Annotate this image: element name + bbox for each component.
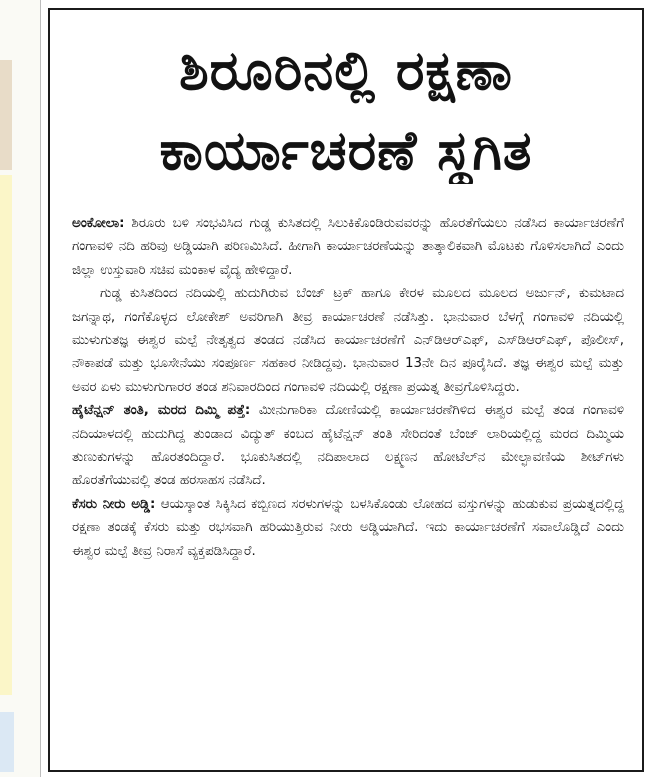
paragraph-1 [72,212,624,282]
headline-line-2: ಕಾರ್ಯಾಚರಣೆ ಸ್ಥಗಿತ [159,119,533,182]
paragraph-4 [72,493,624,563]
news-article [48,8,644,772]
paragraph-2-text: ಗುಡ್ಡ ಕುಸಿತದಿಂದ ನದಿಯಲ್ಲಿ ಹುದುಗಿರುವ ಬೆಂಜ್ ಟ್ರಕ್ ಹಾಗೂ ಕೇರಳ ಮೂಲದ ಮೂಲದ ಅರ್ಜುನ್, ಕುಮಟಾದ ಜಗನ್ನಾಥ, ಗಂಗೆಕೊಳ್ಳದ ಲೋಕೇಶ್ ಅವರಿಗಾಗಿ ತೀವ್ರ ಕಾರ್ಯಾಚರಣೆ ನಡೆಸಿತ್ತು. ಭಾನುವಾರ ಬೆಳಗ್ಗೆ ಗಂಗಾವಳಿ ನದಿಯಲ್ಲಿ ಮುಳುಗುತಜ್ಞ ಈಶ್ವರ ಮಲ್ಪೆ ನೇತೃತ್ವದ ತಂಡದ ನಡೆಸಿದ ಕಾರ್ಯಾಚರಣೆಗೆ ಎನ್‌ಡಿಆರ್‌ಎಫ್, ಎಸ್‌ಡಿಆರ್‌ಎಫ್, ಪೊಲೀಸ್, ನೌಕಾಪಡೆ ಮತ್ತು ಭೂಸೇನೆಯು ಸಂಪೂರ್ಣ ಸಹಕಾರ ನೀಡಿದ್ದವು. ಭಾನುವಾರ 13ನೇ ದಿನ ಪೂರೈಸಿದೆ. ತಜ್ಞ ಈಶ್ವರ ಮಲ್ಪೆ ಮತ್ತು ಅವರ ಏಳು ಮುಳುಗುಗಾರರ ತಂಡ ಶನಿವಾರದಿಂದ ಗಂಗಾವಳಿ ನದಿಯಲ್ಲಿ ರಕ್ಷಣಾ ಪ್ರಯತ್ನ ತೀವ್ರಗೊಳಿಸಿದ್ದರು. [72,286,624,395]
adjacent-highlight-edge [0,175,12,695]
column-rule [40,0,41,777]
adjacent-box-edge [0,712,14,772]
headline-line-1: ಶಿರೂರಿನಲ್ಲಿ ರಕ್ಷಣಾ [179,39,513,102]
paragraph-1-text: ಶಿರೂರು ಬಳಿ ಸಂಭವಿಸಿದ ಗುಡ್ಡ ಕುಸಿತದಲ್ಲಿ ಸಿಲುಕಿಕೊಂಡಿರುವವರನ್ನು ಹೊರತೆಗೆಯಲು ನಡೆಸಿದ ಕಾರ್ಯಾಚರಣೆಗೆ ಗಂಗಾವಳಿ ನದಿ ಹರಿವು ಅಡ್ಡಿಯಾಗಿ ಪರಿಣಮಿಸಿದೆ. ಹೀಗಾಗಿ ಕಾರ್ಯಾಚರಣೆಯನ್ನು ತಾತ್ಕಾಲಿಕವಾಗಿ ಮೊಟಕು ಗೊಳಿಸಲಾಗಿದೆ ಎಂದು ಜಿಲ್ಲಾ ಉಸ್ತುವಾರಿ ಸಚಿವ ಮಂಕಾಳ ವೈದ್ಯ ಹೇಳಿದ್ದಾರೆ. [72,216,624,278]
paragraph-3-subhead: ಹೈಟೆನ್ಷನ್ ತಂತಿ, ಮರದ ದಿಮ್ಮಿ ಪತ್ತೆ: [72,403,251,419]
paragraph-1-dateline: ಅಂಕೋಲಾ: [72,216,125,231]
paragraph-4-text: ಆಯಸ್ಕಾಂತ ಸಿಕ್ಕಿಸಿದ ಕಬ್ಬಿಣದ ಸರಳುಗಳನ್ನು ಬಳಸಿಕೊಂಡು ಲೋಹದ ವಸ್ತುಗಳನ್ನು ಹುಡುಕುವ ಪ್ರಯತ್ನದಲ್ಲಿದ್ದ ರಕ್ಷಣಾ ತಂಡಕ್ಕೆ ಕೆಸರು ಮತ್ತು ರಭಸವಾಗಿ ಹರಿಯುತ್ತಿರುವ ನೀರು ಅಡ್ಡಿಯಾಗಿದೆ. ಇದು ಕಾರ್ಯಾಚರಣೆಗೆ ಸವಾಲೊಡ್ಡಿದೆ ಎಂದು ಈಶ್ವರ ಮಲ್ಪೆ ತೀವ್ರ ನಿರಾಸೆ ವ್ಯಕ್ತಪಡಿಸಿದ್ದಾರೆ. [72,496,624,559]
adjacent-column-strip [0,0,40,777]
paragraph-2 [72,282,624,399]
paragraph-4-subhead: ಕೆಸರು ನೀರು ಅಡ್ಡಿ: [72,496,156,512]
paragraph-3 [72,399,624,493]
adjacent-photo-edge [0,60,12,170]
paragraph-3-text: ಮೀನುಗಾರಿಕಾ ದೋಣಿಯಲ್ಲಿ ಕಾರ್ಯಾಚರಣೆಗಿಳಿದ ಈಶ್ವರ ಮಲ್ಪೆ ತಂಡ ಗಂಗಾವಳಿ ನದಿಯಾಳದಲ್ಲಿ ಹುದುಗಿದ್ದ ತುಂಡಾದ ವಿದ್ಯುತ್ ಕಂಬದ ಹೈಟೆನ್ಷನ್ ತಂತಿ ಸೇರಿದಂತೆ ಬೆಂಜ್ ಲಾರಿಯಲ್ಲಿದ್ದ ಮರದ ದಿಮ್ಮಿಯ ತುಣುಕುಗಳನ್ನು ಹೊರತಂದಿದ್ದಾರೆ. ಭೂಕುಸಿತದಲ್ಲಿ ನದಿಪಾಲಾದ ಲಕ್ಷ್ಮಣನ ಹೋಟೆಲ್‌ನ ಮೇಲ್ಛಾವಣಿಯ ಶೀಟ್‌ಗಳು ಹೊರತೆಗೆಯುವಲ್ಲಿ ತಂಡ ಹರಸಾಹಸ ನಡೆಸಿದೆ. [72,403,624,489]
article-body [72,212,624,563]
